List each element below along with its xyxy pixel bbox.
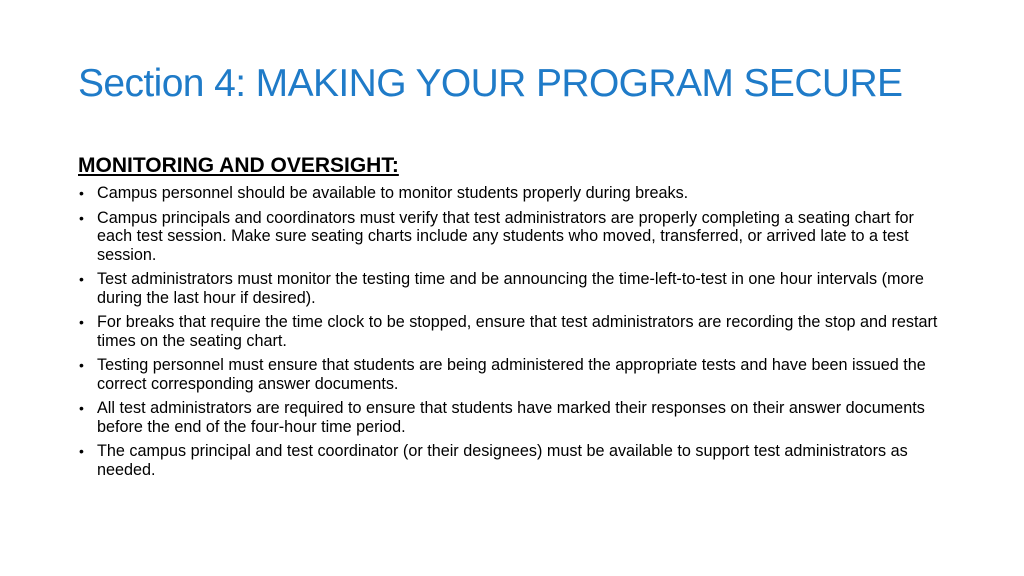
bullet-list	[78, 184, 948, 479]
slide-content	[78, 152, 948, 485]
bullet-text: Test administrators must monitor the testing time and be announcing the time-left-to-test in one hour intervals (more during the last hour if desired).	[97, 270, 924, 307]
bullet-item	[78, 313, 948, 350]
bullet-dot-icon: •	[79, 314, 84, 330]
bullet-item	[78, 209, 948, 265]
bullet-text: Campus personnel should be available to monitor students properly during breaks.	[97, 184, 689, 202]
bullet-dot-icon: •	[79, 271, 84, 287]
bullet-text: The campus principal and test coordinator (or their designees) must be available to support test administrators as needed.	[97, 442, 908, 479]
bullet-item	[78, 270, 948, 307]
bullet-item	[78, 399, 948, 436]
bullet-dot-icon: •	[79, 357, 84, 373]
bullet-text: For breaks that require the time clock to be stopped, ensure that test administrators are recording the stop and restart times on the seating chart.	[97, 313, 938, 350]
bullet-item	[78, 184, 948, 203]
bullet-text: All test administrators are required to ensure that students have marked their responses on their answer documents before the end of the four-hour time period.	[97, 399, 925, 436]
bullet-dot-icon: •	[79, 185, 84, 201]
bullet-item	[78, 442, 948, 479]
slide-title: Section 4: MAKING YOUR PROGRAM SECURE	[78, 62, 903, 105]
bullet-dot-icon: •	[79, 209, 84, 226]
bullet-dot-icon: •	[79, 400, 84, 416]
bullet-item	[78, 356, 948, 393]
bullet-dot-icon: •	[79, 443, 84, 459]
bullet-text: Campus principals and coordinators must verify that test administrators are properly completing a seating chart for each test session. Make sure seating charts include any students who moved, transferred, or arrived late to a test session.	[97, 208, 914, 264]
bullet-text: Testing personnel must ensure that students are being administered the appropriate tests and have been issued the correct corresponding answer documents.	[97, 356, 926, 393]
section-heading: MONITORING AND OVERSIGHT:	[78, 154, 399, 177]
